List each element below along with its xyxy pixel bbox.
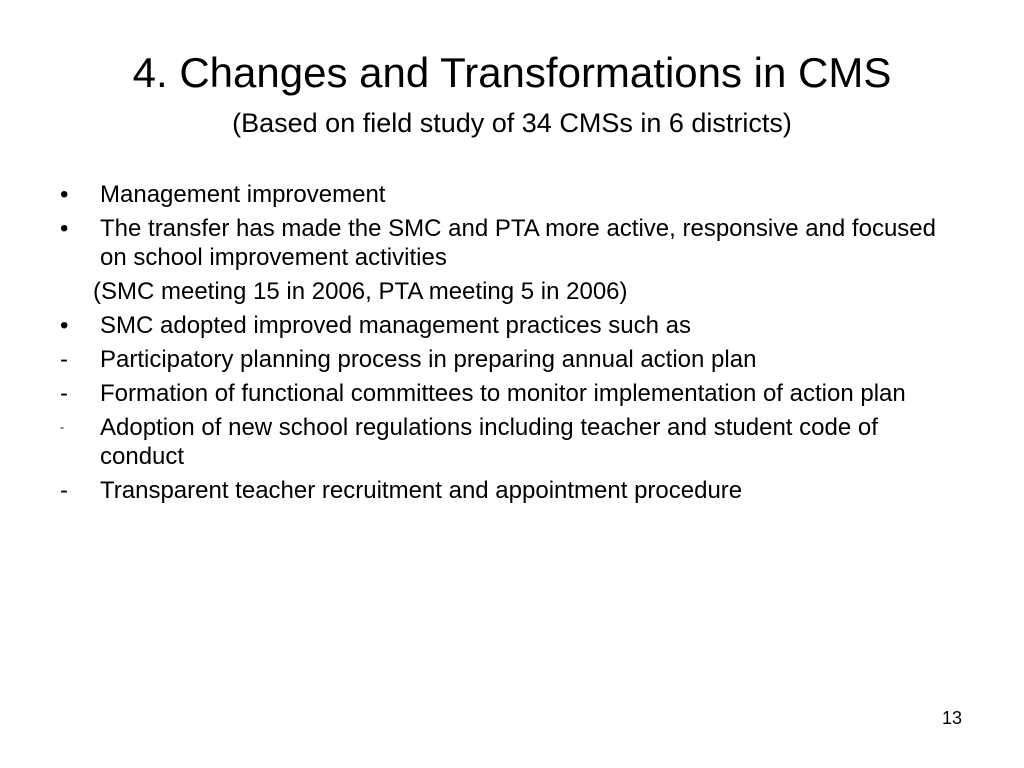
dash-marker: - (60, 346, 68, 373)
list-item-text: Adoption of new school regulations including teacher and student code of conduct (100, 414, 878, 470)
list-item-text: The transfer has made the SMC and PTA more active, responsive and focused on school improvement activities (100, 215, 936, 271)
dash-marker: - (60, 420, 64, 434)
list-item (60, 476, 960, 505)
list-item (60, 180, 960, 209)
bullet-marker: • (60, 181, 69, 208)
slide-title: 4. Changes and Transformations in CMS (132, 49, 892, 96)
list-item (60, 311, 960, 340)
bullet-marker: • (60, 215, 69, 242)
list-note: (SMC meeting 15 in 2006, PTA meeting 5 in 2006) (93, 278, 628, 305)
list-item (60, 214, 960, 272)
list-item (60, 345, 960, 374)
list-item (60, 379, 960, 408)
list-item-text: Transparent teacher recruitment and appointment procedure (100, 477, 743, 504)
bullet-marker: • (60, 312, 69, 339)
list-item (60, 413, 960, 471)
list-item-text: Management improvement (100, 181, 386, 208)
dash-marker: - (60, 380, 68, 407)
list-item-text: SMC adopted improved management practices such as (100, 312, 691, 339)
dash-marker: - (60, 477, 68, 504)
list-item-text: Formation of functional committees to monitor implementation of action plan (100, 380, 906, 407)
slide-subtitle: (Based on field study of 34 CMSs in 6 districts) (232, 108, 792, 138)
list-item-text: Participatory planning process in preparing annual action plan (100, 346, 757, 373)
bullet-list (60, 180, 960, 510)
page-number: 13 (941, 708, 962, 728)
